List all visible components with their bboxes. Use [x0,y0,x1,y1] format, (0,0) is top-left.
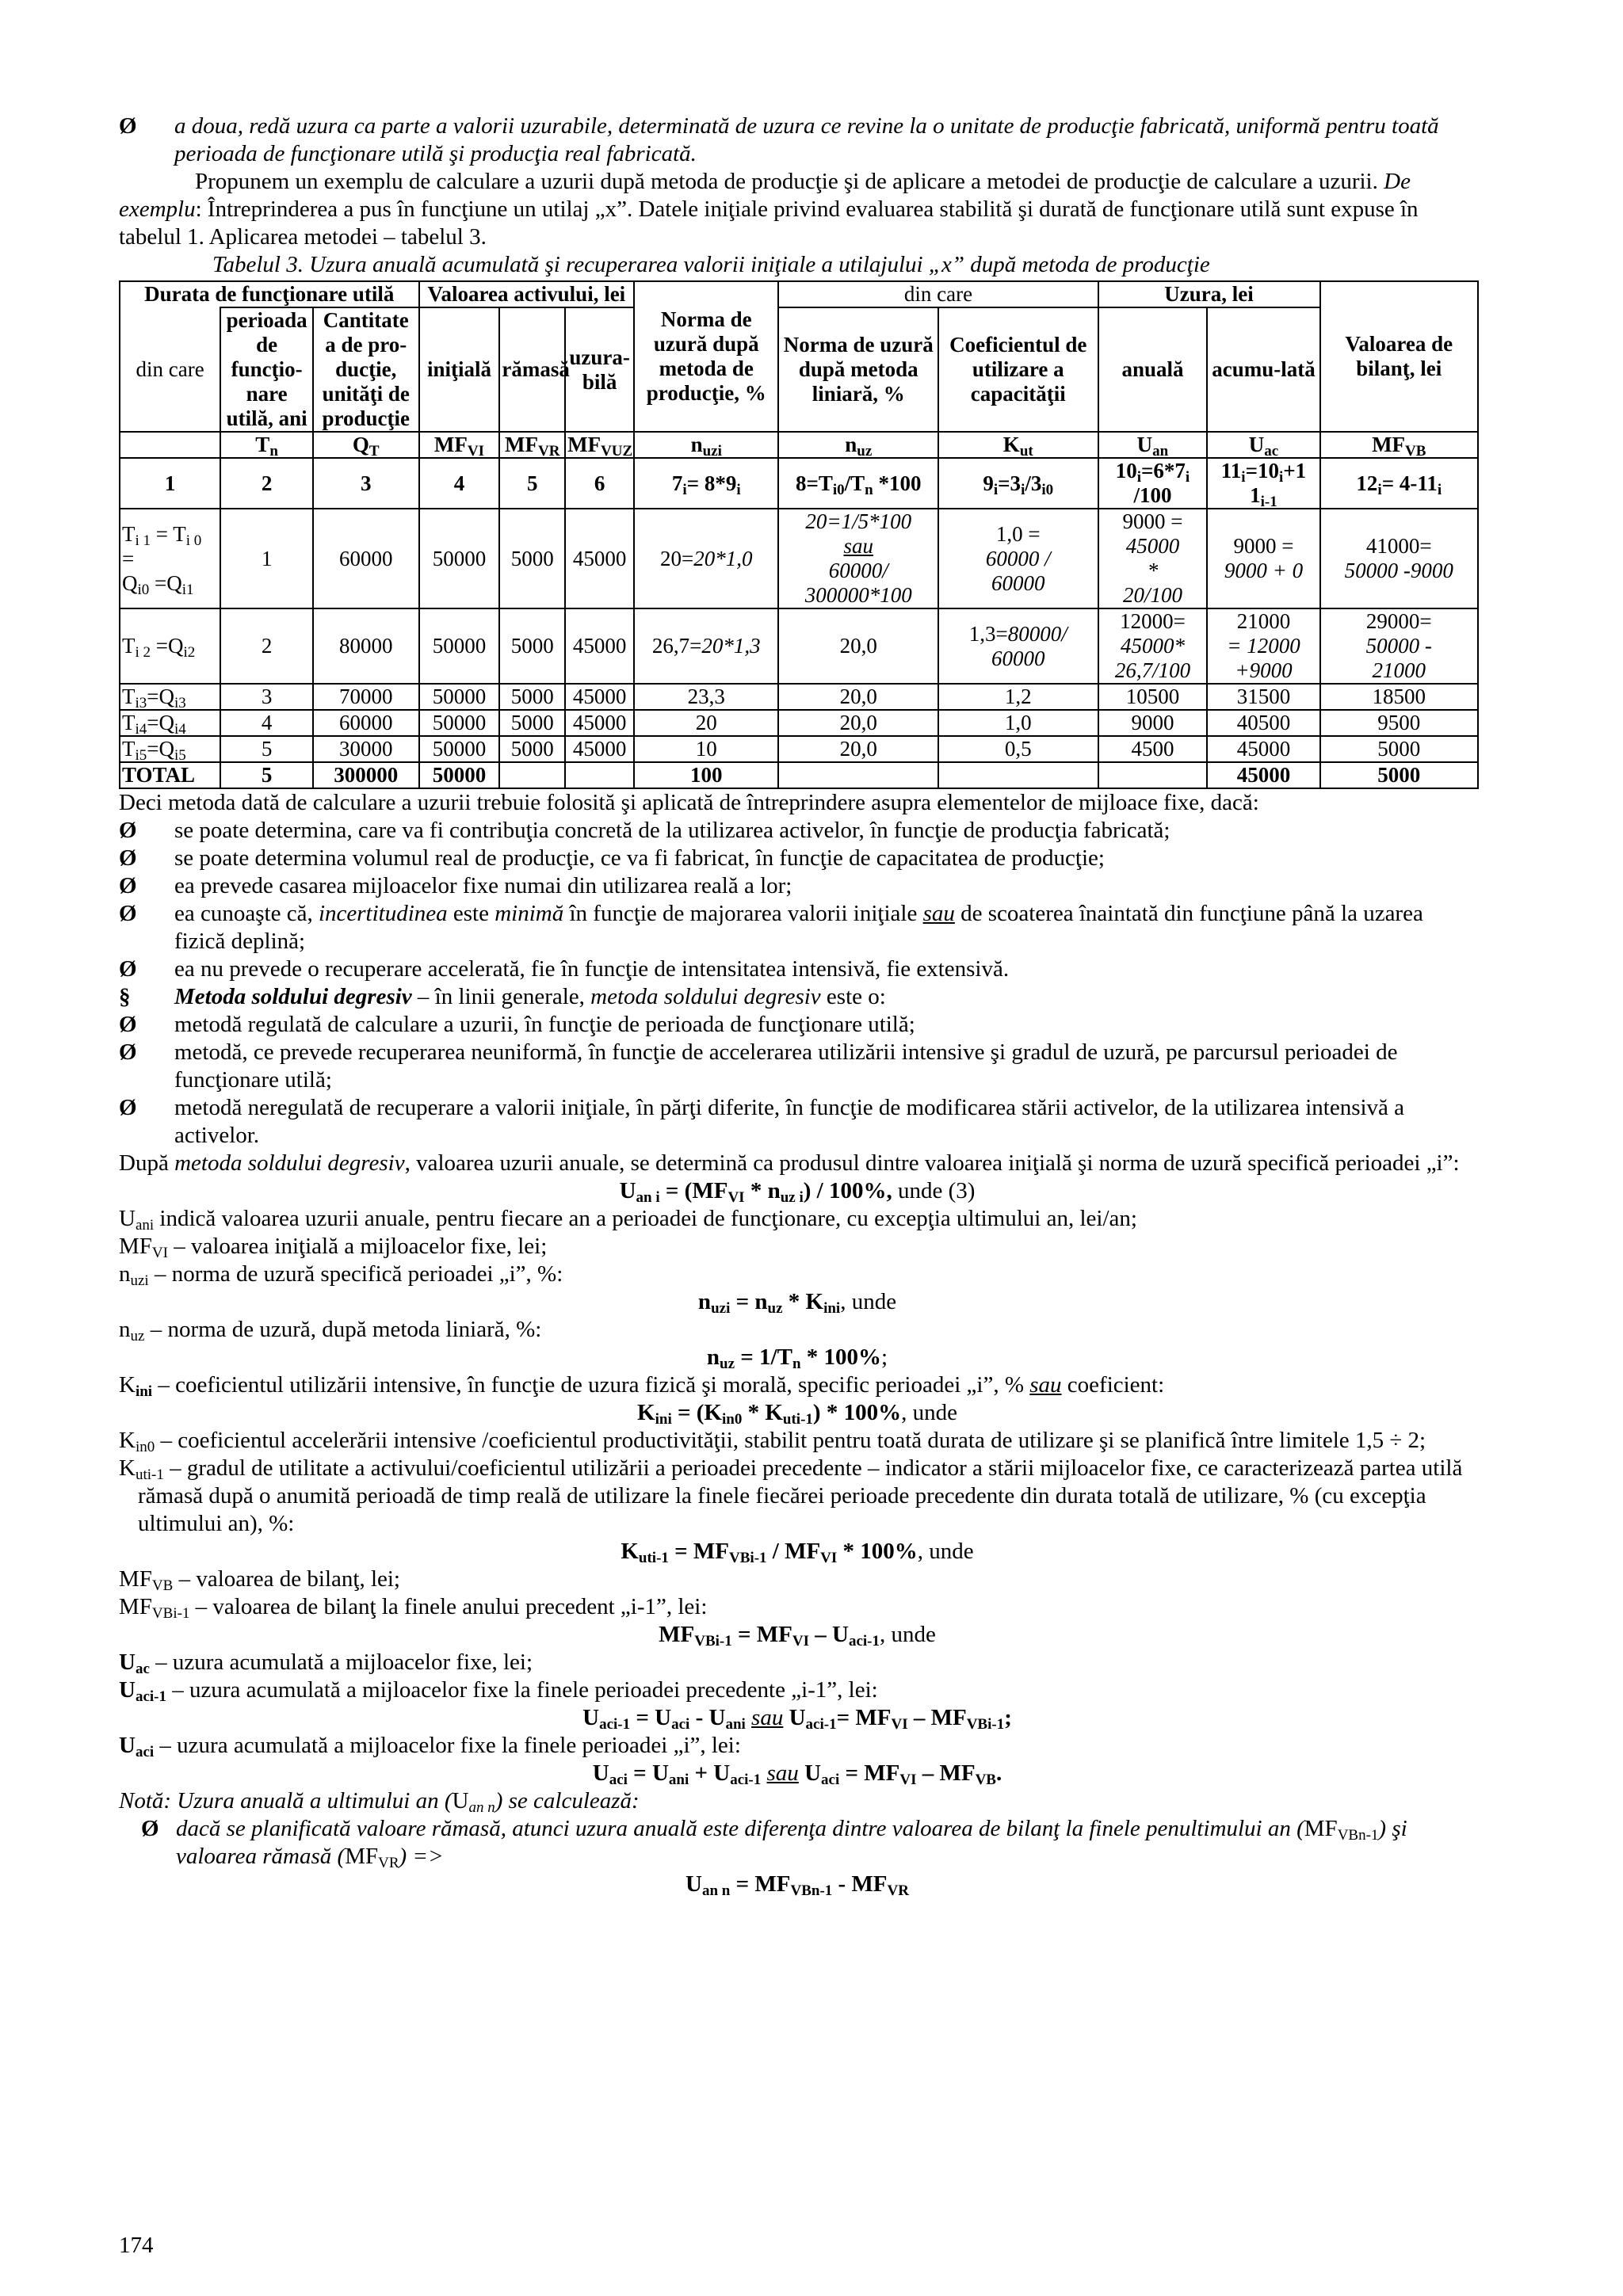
table-cell: 26,7=20*1,3 [634,608,778,684]
document-page [119,113,1476,1898]
table-cell: 50000 [419,684,500,710]
equation-uaci: $U_{aci} = U_{ani} + U_{aci-1}$ sau $U_{aci} = MF_{VI} - MF_{VB}$. [592,1760,1002,1788]
bullet-item: Ø ea prevede casarea mijloacelor fixe numai din utilizarea reală a lor; [119,873,792,898]
table-cell: 30000 [313,736,419,762]
header-uzura: Uzura, lei [1098,281,1320,307]
row-label: $T_{i 1} = T_{i 0}$ = $Q_{i0} =Q_{i1}$ [120,509,220,608]
table-cell: 5000 [499,710,565,736]
header-norma-liniara: Norma de uzură după metoda liniară, % [778,307,938,432]
symbol-cell: $T_n$ [220,432,313,458]
bullet-marker-icon: Ø [119,1012,137,1037]
bullet-marker-icon: Ø [119,1039,137,1065]
colnum-cell: 1 [120,458,220,509]
table-cell: 29000= 50000 - 21000 [1320,608,1478,684]
bullet-item: Ø metodă regulată de calculare a uzurii, în funcţie de perioada de funcţionare utilă; [119,1012,915,1037]
symbol-cell: $MF_{VI}$ [419,432,500,458]
table-cell: 5000 [499,608,565,684]
header-valoarea-bilant: Valoarea de bilanţ, lei [1320,281,1478,432]
colnum-cell: 4 [419,458,500,509]
table-cell: 18500 [1320,684,1478,710]
table-cell: 70000 [313,684,419,710]
table-row [120,736,1478,762]
nota: Notă: Uzura anuală a ultimului an $(U_{an n})$ se calculează: [119,1788,640,1816]
bullet-item: Ø ea cunoaşte că, incertitudinea este minimă în funcţie de majorarea valorii iniţiale sau de scoaterea înaintată din funcţiune până la uzarea fizică deplină; [119,901,1423,954]
bullet-marker-icon: Ø [119,901,137,926]
colnum-cell: $10_i=6*7_i$ /100 [1098,458,1208,509]
bullet-marker-icon: Ø [119,873,137,898]
definition: $U_{ac}$ – uzura acumulată a mijloacelor fixe, lei; [119,1650,533,1677]
total-label: TOTAL [120,762,220,788]
table-cell: 45000 [1207,736,1319,762]
table-header-row [120,281,1478,307]
header-initiala: iniţială [419,307,500,432]
bullet-item: Ø se poate determina volumul real de producţie, ce va fi fabricat, în funcţie de capacitatea de producţie; [119,845,1105,871]
table-cell: 50000 [419,509,500,608]
total-row [120,762,1478,788]
table-row [120,710,1478,736]
table-caption: Tabelul 3. Uzura anuală acumulată şi recuperarea valorii iniţiale a utilajului „x” după metoda de producţie [212,252,1210,277]
header-din-care-left: din care [120,307,220,432]
table-cell: 20,0 [778,710,938,736]
bullet-item: Ø metodă neregulată de recuperare a valorii iniţiale, în părţi diferite, în funcţie de modificarea stării activelor, de la utilizarea intensivă a activelor. [119,1095,1405,1148]
bullet-marker-icon: Ø [119,1095,137,1120]
table-cell: 5000 [499,684,565,710]
table-cell: 21000 = 12000 +9000 [1207,608,1319,684]
table-cell: 9000 [1098,710,1208,736]
symbol-cell: $MF_{VR}$ [499,432,565,458]
table-row [120,684,1478,710]
symbol-cell: $U_{an}$ [1098,432,1208,458]
table-cell: 3 [220,684,313,710]
table-cell: 23,3 [634,684,778,710]
table-cell: 1,3=80000/ 60000 [938,608,1098,684]
bullet-item: Ø ea nu prevede o recuperare accelerată, fie în funcţie de intensitatea intensivă, fie extensivă. [119,956,1010,982]
equation-nuzi: $n_{uzi} = n_{uz} * K_{ini}$, unde [697,1289,897,1317]
dupa-paragraph: După metoda soldului degresiv, valoarea uzurii anuale, se determină ca produsul dintre valoarea iniţială şi norma de uzură specifică perioadei „i”: [119,1150,1460,1176]
table-cell: 45000 [565,736,634,762]
example-label: De exemplu [119,169,1411,222]
header-valoarea-activului: Valoarea activului, lei [419,281,635,307]
table-cell: 4 [220,710,313,736]
bullet-marker-icon: Ø [141,1816,159,1841]
header-durata: Durata de funcţionare utilă [120,281,419,307]
table-cell: 20,0 [778,608,938,684]
header-cantitate: Cantitate a de pro-ducţie, unităţi de producţie [313,307,419,432]
table-cell: 1 [220,509,313,608]
table-cell: 50000 [419,710,500,736]
table-cell: 50000 [419,736,500,762]
equation-kini: $K_{ini} = (K_{in0} * K_{uti-1}) * 100\%$, unde [637,1400,957,1428]
equation-kuti: $K_{uti-1} = MF_{VBi-1} / MF_{VI} * 100\%$, unde [621,1539,974,1566]
bullet-item: Ø se poate determina, care va fi contribuţia concretă de la utilizarea activelor, în funcţie de producţia fabricată; [119,818,1170,843]
table-cell: 1,2 [938,684,1098,710]
paragraph-text: Propunem un exemplu de calculare a uzurii după metoda de producţie şi de aplicare a metodei de producţie de calculare a uzurii. [195,169,1378,194]
table-cell: 80000 [313,608,419,684]
equation-uaci1: $U_{aci-1} = U_{aci} - U_{ani}$ sau $U_{aci-1}= MF_{VI} - MF_{VBi-1}$; [582,1705,1012,1733]
table-cell: 12000= 45000* 26,7/100 [1098,608,1208,684]
table-cell: 5000 [1320,762,1478,788]
bullet-item: Ø metodă, ce prevede recuperarea neuniformă, în funcţie de accelerarea utilizării intensive şi gradul de uzură, pe parcursul perioadei de funcţionare utilă; [119,1039,1398,1093]
equation-3: $U_{an i} = (MF_{VI} * n_{uz i}) / 100\%$, unde (3) [619,1178,976,1206]
header-ramasa: rămasă [499,307,565,432]
table-cell: 9500 [1320,710,1478,736]
table-cell: 5 [220,762,313,788]
header-norma-productie: Norma de uzură după metoda de producţie, % [634,281,778,432]
definition: $MF_{VBi-1}$ – valoarea de bilanţ la finele anului precedent „i-1”, lei: [119,1594,708,1622]
colnum-cell: 6 [565,458,634,509]
header-perioada: perioada de funcţio-nare utilă, ani [220,307,313,432]
table-cell: 50000 [419,608,500,684]
row-label: $T_{i3}=Q_{i3}$ [120,684,220,710]
header-coeficient: Coeficientul de utilizare a capacităţii [938,307,1098,432]
table-cell [565,762,634,788]
column-number-row [120,458,1478,509]
symbol-row [120,432,1478,458]
colnum-cell: 2 [220,458,313,509]
colnum-cell: 5 [499,458,565,509]
equation-mfvbi: $MF_{VBi-1} = MF_{VI} - U_{aci-1}$, unde [659,1622,936,1650]
table-cell [1098,762,1208,788]
table-cell: 50000 [419,762,500,788]
bullet-marker-icon: Ø [119,845,137,871]
table-cell: 45000 [565,608,634,684]
table-cell: 45000 [1207,762,1319,788]
table-cell: 20,0 [778,736,938,762]
colnum-cell: 3 [313,458,419,509]
definition: $MF_{VB}$ – valoarea de bilanţ, lei; [119,1566,400,1594]
table-cell: 9000 = 45000 * 20/100 [1098,509,1208,608]
deci-paragraph: Deci metoda dată de calculare a uzurii trebuie folosită şi aplicată de întreprindere asupra elementelor de mijloace fixe, dacă: [119,790,1259,815]
table-cell: 5000 [499,736,565,762]
table-cell [938,762,1098,788]
page-number: 174 [119,2233,154,2258]
table-cell: 2 [220,608,313,684]
equation-nuz: $n_{uz} = 1/T_n * 100\%$; [706,1344,888,1372]
table-cell: 5000 [1320,736,1478,762]
definition: $U_{aci}$ – uzura acumulată a mijloacelor fixe la finele perioadei „i”, lei: [119,1733,741,1760]
row-label: $T_{i5}=Q_{i5}$ [120,736,220,762]
symbol-cell: $n_{uz}$ [778,432,938,458]
header-uzurabila: uzura-bilă [565,307,634,432]
depreciation-table [119,280,1479,789]
bullet-text: a doua, redă uzura ca parte a valorii uzurabile, determinată de uzura ce revine la o unitate de producţie fabricată, uniformă pentru toată perioada de funcţionare utilă şi producţia real fabricată. [174,113,1439,166]
colnum-cell: $7_i= 8*9_i$ [634,458,778,509]
definition: $K_{ini}$ – coeficientul utilizării intensive, în funcţie de uzura fizică şi morală, specific perioadei „i”, % sau coeficient: [119,1372,1165,1400]
table-row [120,608,1478,684]
section-soldului-degresiv: § Metoda soldului degresiv – în linii generale, metoda soldului degresiv este o: [119,984,886,1009]
table-cell: 45000 [565,710,634,736]
row-label: $T_{i 2} =Q_{i2}$ [120,608,220,684]
table-cell: 0,5 [938,736,1098,762]
header-anuala: anuală [1098,307,1208,432]
header-din-care: din care [778,281,1098,307]
example-text: : Întreprinderea a pus în funcţiune un utilaj „x”. Datele iniţiale privind evaluarea stabilită şi durată de funcţionare utilă sunt expuse în tabelul 1. Aplicarea metodei – tabelul 3. [119,196,1419,250]
bullet-intro [119,113,1476,168]
bullet-marker-icon: Ø [119,113,137,139]
symbol-cell: $MF_{VB}$ [1320,432,1478,458]
symbol-cell: $Q_T$ [313,432,419,458]
symbol-cell [120,432,220,458]
definition: $MF_{VI}$ – valoarea iniţială a mijloacelor fixe, lei; [119,1234,548,1261]
table-cell [778,762,938,788]
bullet-marker-icon: Ø [119,956,137,982]
definition: $K_{in0}$ – coeficientul accelerării intensive /coeficientul productivităţii, stabilit pentru toată durata de utilizare şi se planifică între limitele 1,5 ÷ 2; [119,1428,1426,1455]
table-cell [499,762,565,788]
equation-uann: $U_{an n} = MF_{VBn-1} - MF_{VR}$ [685,1871,909,1899]
table-cell: 10 [634,736,778,762]
table-cell: 5 [220,736,313,762]
table-cell: 20 [634,710,778,736]
table-cell: 20,0 [778,684,938,710]
table-cell: 45000 [565,684,634,710]
definition: $U_{ani}$ indică valoarea uzurii anuale, pentru fiecare an a perioadei de funcţionare, cu excepţia ultimului an, lei/an; [119,1206,1137,1234]
definition: $n_{uzi}$ – norma de uzură specifică perioadei „i”, %: [119,1261,563,1289]
table-row [120,509,1478,608]
table-cell: 31500 [1207,684,1319,710]
colnum-cell: $12_i= 4-11_i$ [1320,458,1478,509]
definition: $K_{uti-1}$ – gradul de utilitate a activului/coeficientul utilizării a perioadei precedente – indicator a stării mijloacelor fixe, ce caracterizează partea utilă rămasă după o anumită perioadă de timp reală de utilizare la finele fiecărei perioade precedente din durata totală de utilizare, % (cu excepţia ultimului an), %: [119,1455,1463,1536]
table-cell: 41000= 50000 -9000 [1320,509,1478,608]
definition: $n_{uz}$ – norma de uzură, după metoda liniară, %: [119,1317,542,1344]
symbol-cell: $MF_{VUZ}$ [565,432,634,458]
bullet-marker-icon: Ø [119,818,137,843]
section-mark-icon: § [119,984,131,1009]
table-cell: 300000 [313,762,419,788]
table-cell: 1,0 [938,710,1098,736]
table-cell: 9000 = 9000 + 0 [1207,509,1319,608]
table-cell: 40500 [1207,710,1319,736]
symbol-cell: $U_{ac}$ [1207,432,1319,458]
symbol-cell: $K_{ut}$ [938,432,1098,458]
colnum-cell: $11_i=10_i+1$ $1_{i-1}$ [1207,458,1319,509]
table-cell: 20=1/5*100 sau 60000/ 300000*100 [778,509,938,608]
colnum-cell: $8=T_{i0}/T_n$ *100 [778,458,938,509]
symbol-cell: $n_{uzi}$ [634,432,778,458]
table-cell: 1,0 = 60000 / 60000 [938,509,1098,608]
colnum-cell: $9_i=3_i/3_{i0}$ [938,458,1098,509]
table-cell: 45000 [565,509,634,608]
table-cell: 10500 [1098,684,1208,710]
definition: $U_{aci-1}$ – uzura acumulată a mijloacelor fixe la finele perioadei precedente „i-1”, lei: [119,1677,878,1705]
table-cell: 20=20*1,0 [634,509,778,608]
table-cell: 60000 [313,710,419,736]
table-cell: 60000 [313,509,419,608]
row-label: $T_{i4}=Q_{i4}$ [120,710,220,736]
table-cell: 100 [634,762,778,788]
table-cell: 4500 [1098,736,1208,762]
table-cell: 5000 [499,509,565,608]
header-acumulata: acumu-lată [1207,307,1319,432]
nota-bullet: Ø dacă se planificată valoare rămasă, atunci uzura anuală este diferenţa dintre valoarea de bilanţ la finele penultimului an $(MF_{VBn-1})$ şi valoarea rămasă $(MF_{VR})$ => [141,1816,1407,1871]
paragraph-example [119,168,1476,251]
